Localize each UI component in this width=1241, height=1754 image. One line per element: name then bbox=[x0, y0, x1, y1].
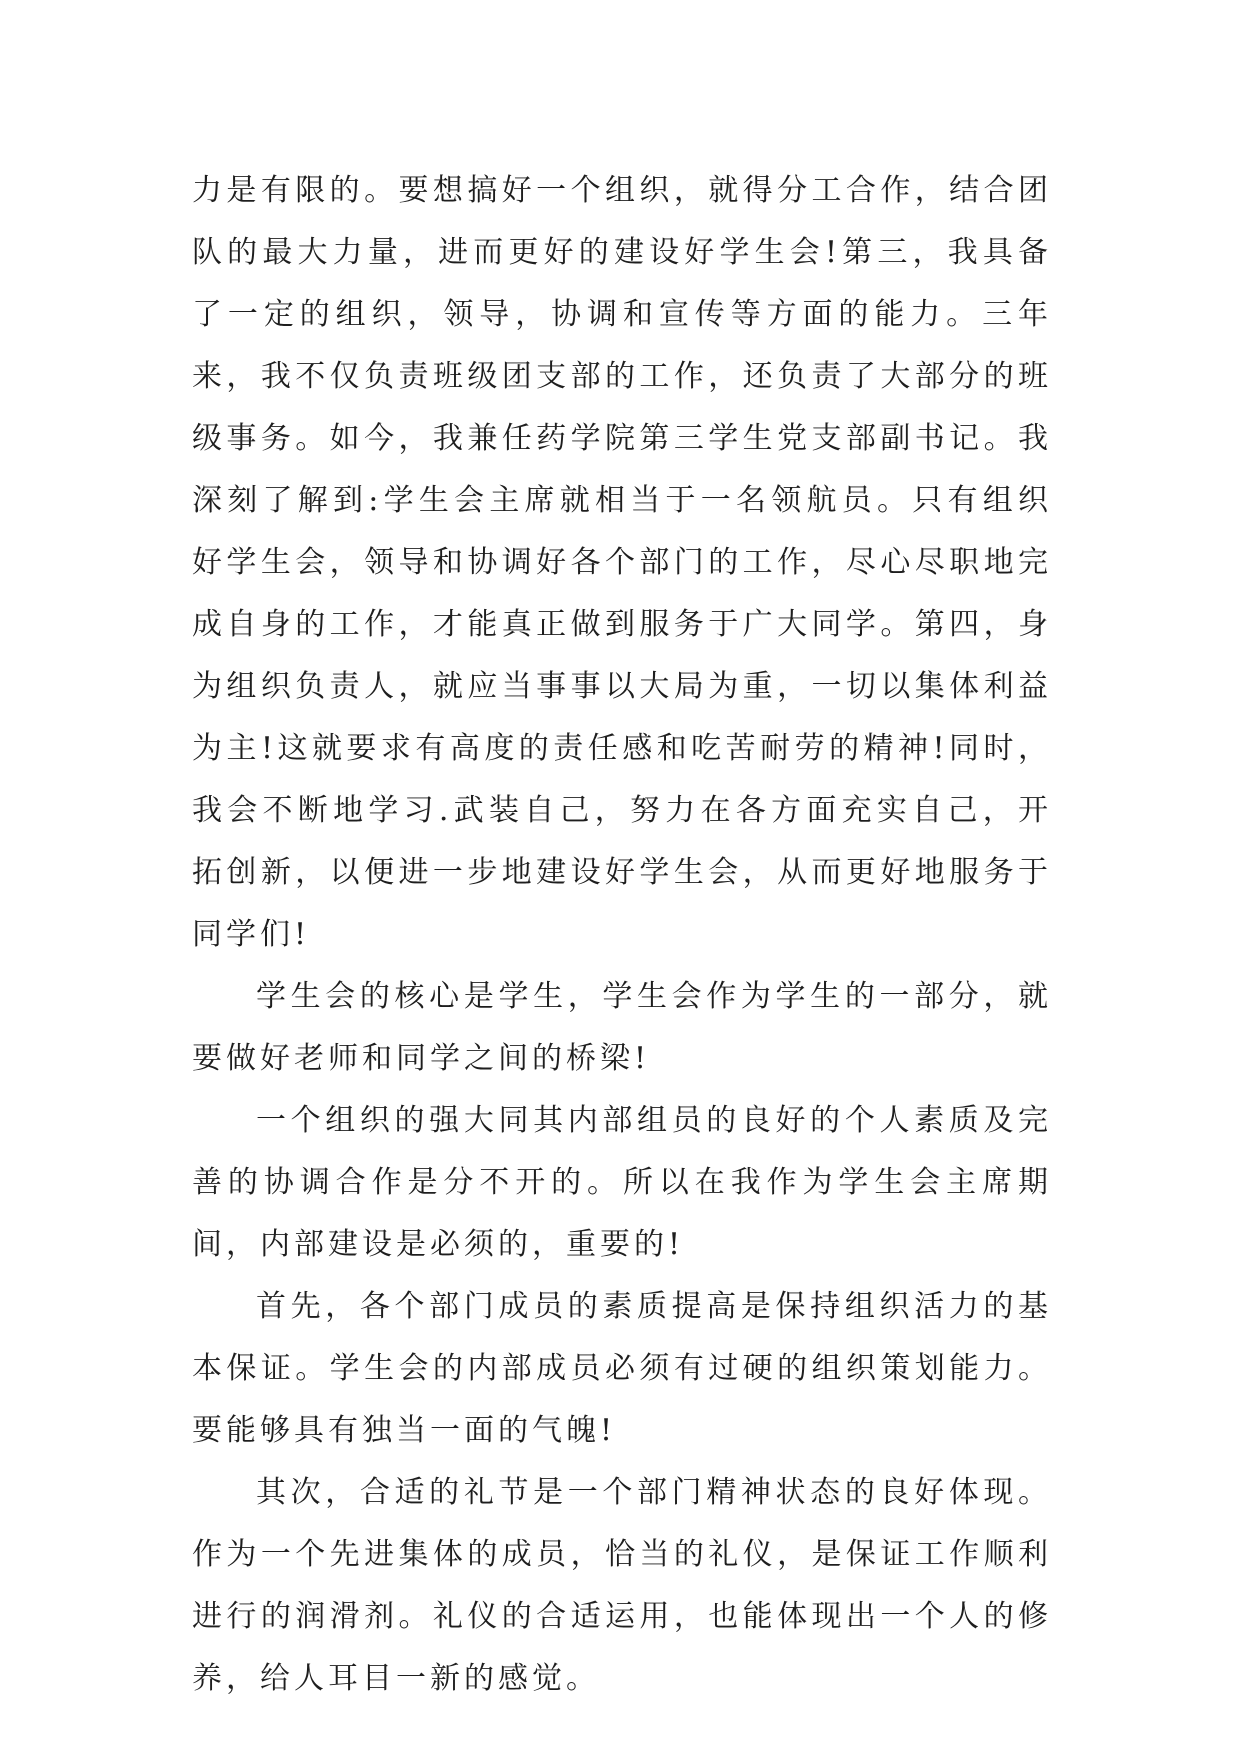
paragraph-continued: 力是有限的。要想搞好一个组织，就得分工合作，结合团队的最大力量，进而更好的建设好学生会!第三，我具备了一定的组织，领导，协调和宣传等方面的能力。三年来，我不仅负责班级团支部的工作，还负责了大部分的班级事务。如今，我兼任药学院第三学生党支部副书记。我深刻了解到:学生会主席就相当于一名领航员。只有组织好学生会，领导和协调好各个部门的工作，尽心尽职地完成自身的工作，才能真正做到服务于广大同学。第四，身为组织负责人，就应当事事以大局为重，一切以集体利益为主!这就要求有高度的责任感和吃苦耐劳的精神!同时，我会不断地学习.武装自己，努力在各方面充实自己，开拓创新，以便进一步地建设好学生会，从而更好地服务于同学们! bbox=[192, 173, 1052, 952]
paragraph-internal-building: 一个组织的强大同其内部组员的良好的个人素质及完善的协调合作是分不开的。所以在我作为学生会主席期间，内部建设是必须的，重要的! bbox=[192, 1103, 1052, 1262]
paragraph-student-core: 学生会的核心是学生，学生会作为学生的一部分，就要做好老师和同学之间的桥梁! bbox=[192, 979, 1052, 1076]
document-body bbox=[192, 160, 1052, 1710]
paragraph-first-quality: 首先，各个部门成员的素质提高是保持组织活力的基本保证。学生会的内部成员必须有过硬的组织策划能力。要能够具有独当一面的气魄! bbox=[192, 1289, 1052, 1448]
paragraph-second-etiquette: 其次，合适的礼节是一个部门精神状态的良好体现。作为一个先进集体的成员，恰当的礼仪，是保证工作顺利进行的润滑剂。礼仪的合适运用，也能体现出一个人的修养，给人耳目一新的感觉。 bbox=[192, 1475, 1052, 1696]
